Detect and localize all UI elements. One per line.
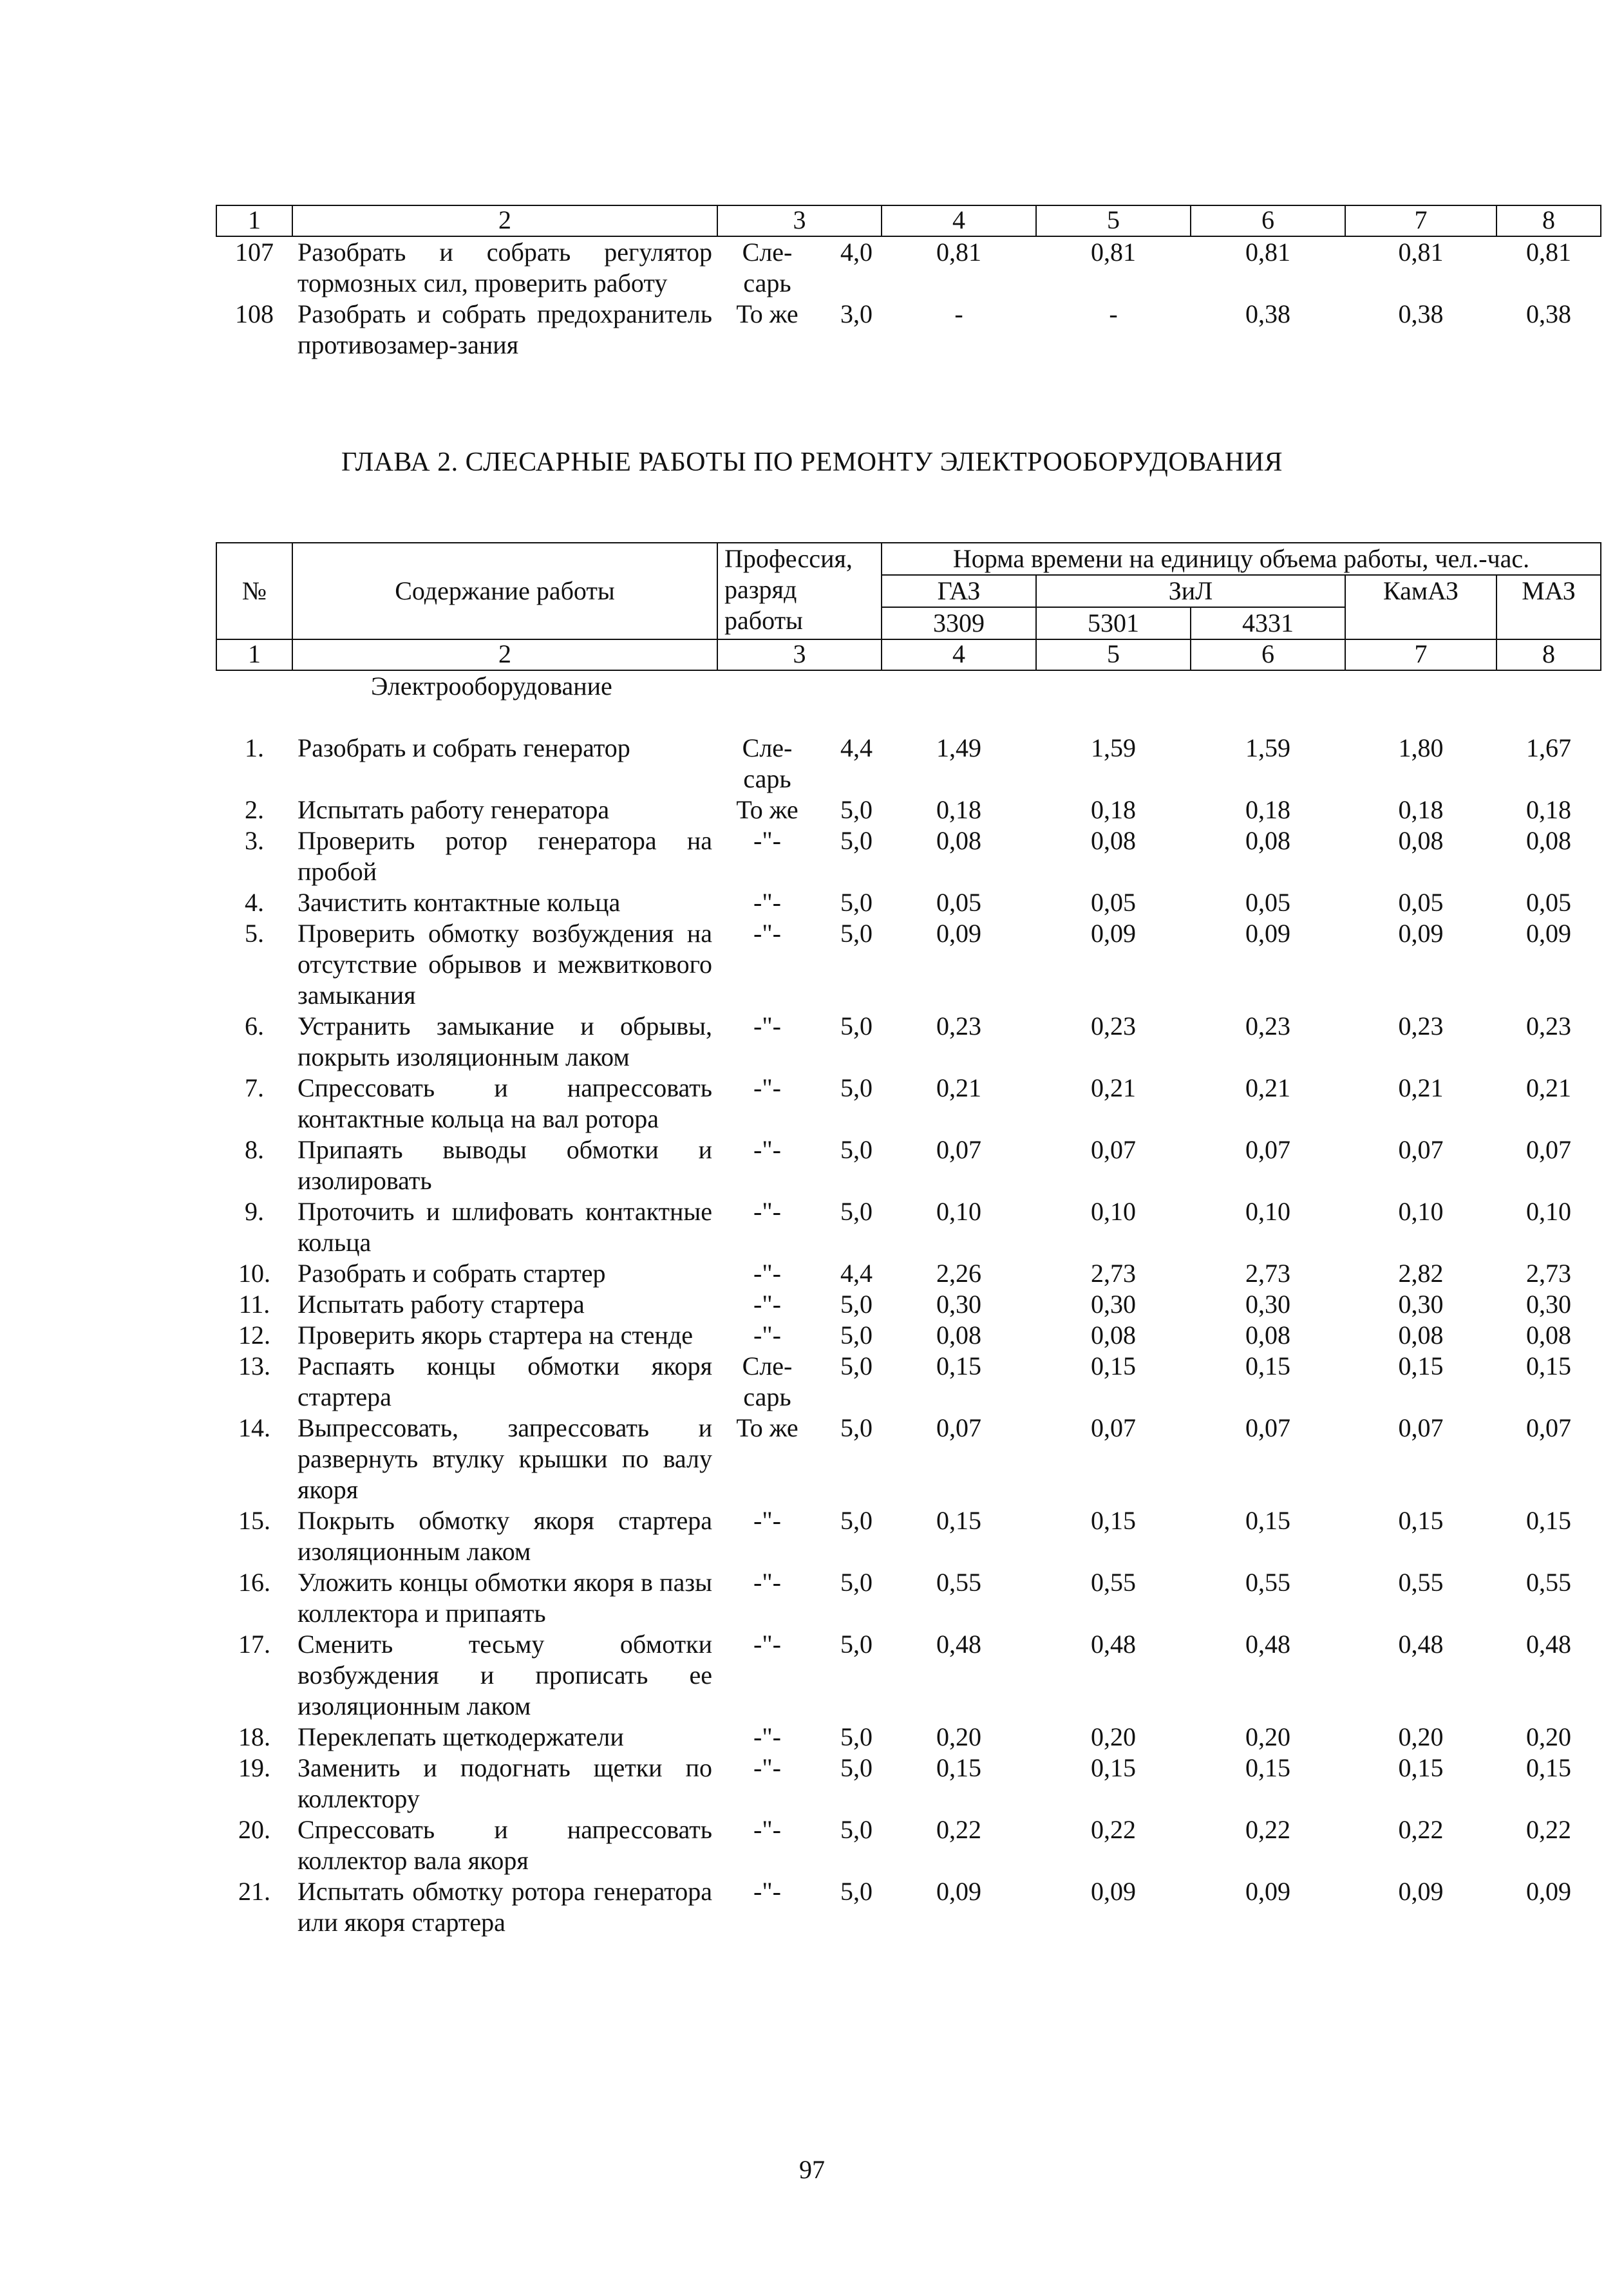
table-row <box>216 1413 1601 1505</box>
row-value-zil-4331: 0,08 <box>1245 826 1291 855</box>
main-col-number-8: 8 <box>1497 639 1601 670</box>
row-number: 108 <box>235 299 274 328</box>
row-value-zil-5301: 0,15 <box>1091 1506 1137 1535</box>
row-number: 7. <box>245 1073 264 1102</box>
table-row <box>216 1629 1601 1722</box>
row-grade: 5,0 <box>840 888 873 917</box>
row-value-gaz: 0,07 <box>936 1413 982 1442</box>
row-number: 11. <box>238 1290 270 1319</box>
col-number-2: 2 <box>292 205 717 236</box>
row-value-zil-5301: 0,18 <box>1091 795 1137 824</box>
row-value-kamaz: 0,81 <box>1398 238 1444 267</box>
row-text: Проверить ротор генератора на пробой <box>297 826 712 886</box>
row-value-maz: 0,08 <box>1526 1321 1572 1350</box>
row-profession: -"- <box>753 1259 781 1288</box>
table-row <box>216 918 1601 1011</box>
row-profession: -"- <box>753 1815 781 1844</box>
row-grade: 5,0 <box>840 1073 873 1102</box>
head-gaz: ГАЗ <box>882 575 1036 607</box>
page-number: 97 <box>799 2155 825 2184</box>
row-value-maz: 0,09 <box>1526 1877 1572 1906</box>
head-maz: МАЗ <box>1497 575 1601 639</box>
row-profession: То же <box>736 299 798 328</box>
row-number: 6. <box>245 1012 264 1040</box>
row-value-kamaz: 1,80 <box>1398 733 1444 762</box>
table-row <box>216 236 1601 299</box>
row-value-zil-5301: 0,48 <box>1091 1630 1137 1659</box>
row-value-maz: 0,07 <box>1526 1135 1572 1164</box>
row-value-zil-5301: 0,07 <box>1091 1135 1137 1164</box>
row-profession: Сле-сарь <box>742 238 793 297</box>
row-profession: То же <box>736 795 798 824</box>
row-value-maz: 0,15 <box>1526 1351 1572 1380</box>
row-value-zil-4331: 0,15 <box>1245 1506 1291 1535</box>
table-row <box>216 1753 1601 1814</box>
row-number: 17. <box>238 1630 270 1659</box>
row-profession: -"- <box>753 1073 781 1102</box>
table-row <box>216 1567 1601 1629</box>
row-value-maz: 0,55 <box>1526 1568 1572 1597</box>
main-table-head-row-1 <box>216 543 1601 575</box>
head-profession: Профессия, разряд работы <box>717 543 882 639</box>
top-table-body <box>216 236 1601 361</box>
row-profession: -"- <box>753 1753 781 1782</box>
row-number: 9. <box>245 1197 264 1226</box>
row-value-zil-5301: 0,30 <box>1091 1290 1137 1319</box>
row-number: 16. <box>238 1568 270 1597</box>
table-row <box>216 1722 1601 1753</box>
col-number-6: 6 <box>1191 205 1345 236</box>
table-row <box>216 795 1601 825</box>
row-value-zil-5301: 0,08 <box>1091 826 1137 855</box>
row-text: Разобрать и собрать регулятор тормозных сил, проверить работу <box>297 238 712 297</box>
row-text: Спрессовать и напрессовать контактные кольца на вал ротора <box>297 1073 712 1133</box>
main-table <box>216 542 1601 1938</box>
row-value-zil-4331: 0,05 <box>1245 888 1291 917</box>
main-table-col-numbers <box>216 639 1601 670</box>
row-value-zil-4331: 0,10 <box>1245 1197 1291 1226</box>
row-grade: 5,0 <box>840 1568 873 1597</box>
row-profession: -"- <box>753 1012 781 1040</box>
row-value-zil-4331: 0,07 <box>1245 1413 1291 1442</box>
row-value-zil-5301: 2,73 <box>1091 1259 1137 1288</box>
row-value-zil-4331: 0,08 <box>1245 1321 1291 1350</box>
main-col-number-5: 5 <box>1036 639 1191 670</box>
row-value-zil-4331: 0,30 <box>1245 1290 1291 1319</box>
row-profession: Сле-сарь <box>742 733 793 793</box>
row-grade: 5,0 <box>840 826 873 855</box>
row-value-gaz: 0,30 <box>936 1290 982 1319</box>
row-value-kamaz: 0,55 <box>1398 1568 1444 1597</box>
row-number: 5. <box>245 919 264 948</box>
row-grade: 5,0 <box>840 795 873 824</box>
row-value-kamaz: 0,10 <box>1398 1197 1444 1226</box>
row-grade: 5,0 <box>840 1351 873 1380</box>
row-value-gaz: 0,15 <box>936 1351 982 1380</box>
row-number: 18. <box>238 1722 270 1751</box>
row-value-zil-5301: 0,09 <box>1091 1877 1137 1906</box>
row-profession: -"- <box>753 1197 781 1226</box>
col-number-7: 7 <box>1345 205 1497 236</box>
table-row <box>216 887 1601 918</box>
col-number-4: 4 <box>882 205 1036 236</box>
row-value-gaz: 2,26 <box>936 1259 982 1288</box>
row-value-zil-5301: 0,15 <box>1091 1753 1137 1782</box>
row-value-kamaz: 0,09 <box>1398 919 1444 948</box>
row-value-maz: 0,21 <box>1526 1073 1572 1102</box>
top-table-header-row <box>216 205 1601 236</box>
row-text: Уложить концы обмотки якоря в пазы коллектора и припаять <box>297 1568 712 1628</box>
row-grade: 5,0 <box>840 919 873 948</box>
table-row <box>216 1814 1601 1876</box>
col-number-5: 5 <box>1036 205 1191 236</box>
row-value-kamaz: 0,15 <box>1398 1506 1444 1535</box>
head-zil-4331: 4331 <box>1191 607 1345 639</box>
row-value-zil-5301: 1,59 <box>1091 733 1137 762</box>
row-text: Заменить и подогнать щетки по коллектору <box>297 1753 712 1813</box>
row-value-maz: 0,81 <box>1526 238 1571 267</box>
row-value-zil-4331: 0,15 <box>1245 1753 1291 1782</box>
row-value-kamaz: 0,30 <box>1398 1290 1444 1319</box>
row-value-gaz: 0,22 <box>936 1815 982 1844</box>
table-row <box>216 733 1601 795</box>
row-value-kamaz: 0,15 <box>1398 1753 1444 1782</box>
row-text: Проверить якорь стартера на стенде <box>297 1321 694 1350</box>
main-col-number-6: 6 <box>1191 639 1345 670</box>
row-number: 21. <box>238 1877 270 1906</box>
row-value-maz: 0,18 <box>1526 795 1572 824</box>
row-profession: -"- <box>753 1630 781 1659</box>
table-row <box>216 1196 1601 1258</box>
row-profession: -"- <box>753 1135 781 1164</box>
row-value-zil-5301: 0,08 <box>1091 1321 1137 1350</box>
row-text: Покрыть обмотку якоря стартера изоляционным лаком <box>297 1506 712 1566</box>
row-value-zil-4331: 0,48 <box>1245 1630 1291 1659</box>
row-value-maz: 0,09 <box>1526 919 1572 948</box>
row-profession: То же <box>736 1413 798 1442</box>
row-number: 107 <box>235 238 274 267</box>
row-number: 4. <box>245 888 264 917</box>
table-row <box>216 1876 1601 1938</box>
row-value-zil-5301: 0,23 <box>1091 1012 1137 1040</box>
row-value-zil-5301: 0,81 <box>1091 238 1136 267</box>
row-text: Разобрать и собрать предохранитель противозамер-зания <box>297 299 712 359</box>
row-value-zil-5301: 0,10 <box>1091 1197 1137 1226</box>
row-grade: 5,0 <box>840 1877 873 1906</box>
table-row <box>216 1073 1601 1134</box>
table-row <box>216 299 1601 361</box>
table-row <box>216 1258 1601 1289</box>
row-value-gaz: 0,55 <box>936 1568 982 1597</box>
row-value-gaz: 0,48 <box>936 1630 982 1659</box>
row-value-gaz: - <box>954 299 963 328</box>
row-value-kamaz: 0,22 <box>1398 1815 1444 1844</box>
chapter-title: ГЛАВА 2. СЛЕСАРНЫЕ РАБОТЫ ПО РЕМОНТУ ЭЛЕКТРООБОРУДОВАНИЯ <box>341 447 1283 477</box>
row-number: 1. <box>245 733 264 762</box>
row-value-kamaz: 0,38 <box>1398 299 1444 328</box>
row-value-kamaz: 0,23 <box>1398 1012 1444 1040</box>
row-value-zil-5301: 0,22 <box>1091 1815 1137 1844</box>
main-col-number-2: 2 <box>292 639 717 670</box>
row-grade: 5,0 <box>840 1290 873 1319</box>
row-value-zil-5301: 0,09 <box>1091 919 1137 948</box>
row-value-kamaz: 0,08 <box>1398 1321 1444 1350</box>
row-value-maz: 0,15 <box>1526 1753 1572 1782</box>
row-value-zil-5301: 0,55 <box>1091 1568 1137 1597</box>
row-profession: -"- <box>753 1321 781 1350</box>
row-value-gaz: 0,08 <box>936 1321 982 1350</box>
col-number-1: 1 <box>216 205 292 236</box>
row-profession: -"- <box>753 1568 781 1597</box>
row-value-zil-4331: 2,73 <box>1245 1259 1291 1288</box>
row-value-maz: 0,22 <box>1526 1815 1572 1844</box>
row-value-gaz: 0,15 <box>936 1506 982 1535</box>
row-value-kamaz: 0,48 <box>1398 1630 1444 1659</box>
row-value-gaz: 0,08 <box>936 826 982 855</box>
row-profession: -"- <box>753 1506 781 1535</box>
row-value-kamaz: 0,05 <box>1398 888 1444 917</box>
row-value-gaz: 0,09 <box>936 1877 982 1906</box>
row-value-zil-4331: 0,15 <box>1245 1351 1291 1380</box>
row-value-maz: 0,38 <box>1526 299 1571 328</box>
row-value-gaz: 0,20 <box>936 1722 982 1751</box>
row-grade: 5,0 <box>840 1197 873 1226</box>
row-value-kamaz: 0,09 <box>1398 1877 1444 1906</box>
row-grade: 5,0 <box>840 1413 873 1442</box>
row-text: Разобрать и собрать генератор <box>297 733 630 762</box>
row-value-kamaz: 0,08 <box>1398 826 1444 855</box>
row-value-zil-5301: 0,21 <box>1091 1073 1137 1102</box>
row-value-zil-5301: 0,15 <box>1091 1351 1137 1380</box>
row-value-maz: 0,10 <box>1526 1197 1572 1226</box>
table-row <box>216 825 1601 887</box>
row-grade: 5,0 <box>840 1506 873 1535</box>
row-value-gaz: 0,07 <box>936 1135 982 1164</box>
row-grade: 5,0 <box>840 1321 873 1350</box>
row-value-maz: 0,05 <box>1526 888 1572 917</box>
row-grade: 5,0 <box>840 1630 873 1659</box>
head-kamaz: КамАЗ <box>1345 575 1497 639</box>
table-row <box>216 1351 1601 1413</box>
main-col-number-4: 4 <box>882 639 1036 670</box>
top-table <box>216 205 1601 361</box>
table-row <box>216 1320 1601 1351</box>
row-grade: 4,4 <box>840 1259 873 1288</box>
row-value-gaz: 0,21 <box>936 1073 982 1102</box>
row-number: 12. <box>238 1321 270 1350</box>
row-value-kamaz: 0,07 <box>1398 1135 1444 1164</box>
row-grade: 5,0 <box>840 1722 873 1751</box>
row-value-maz: 0,30 <box>1526 1290 1572 1319</box>
row-value-maz: 0,23 <box>1526 1012 1572 1040</box>
row-value-maz: 2,73 <box>1526 1259 1572 1288</box>
row-profession: -"- <box>753 919 781 948</box>
row-grade: 3,0 <box>840 299 873 328</box>
row-value-zil-4331: 1,59 <box>1245 733 1291 762</box>
head-norm: Норма времени на единицу объема работы, чел.-час. <box>882 543 1601 575</box>
row-value-kamaz: 0,18 <box>1398 795 1444 824</box>
row-value-kamaz: 0,07 <box>1398 1413 1444 1442</box>
section-row <box>216 670 1601 733</box>
row-text: Проточить и шлифовать контактные кольца <box>297 1197 712 1257</box>
head-no: № <box>216 543 292 639</box>
row-text: Выпрессовать, запрессовать и развернуть втулку крышки по валу якоря <box>297 1413 712 1504</box>
row-number: 10. <box>238 1259 270 1288</box>
row-value-kamaz: 0,15 <box>1398 1351 1444 1380</box>
row-value-maz: 0,48 <box>1526 1630 1572 1659</box>
main-col-number-7: 7 <box>1345 639 1497 670</box>
head-zil-5301: 5301 <box>1036 607 1191 639</box>
row-text: Испытать работу стартера <box>297 1290 585 1319</box>
row-value-zil-4331: 0,21 <box>1245 1073 1291 1102</box>
row-grade: 5,0 <box>840 1012 873 1040</box>
row-value-zil-4331: 0,07 <box>1245 1135 1291 1164</box>
row-number: 19. <box>238 1753 270 1782</box>
row-value-maz: 0,08 <box>1526 826 1572 855</box>
row-value-gaz: 0,81 <box>936 238 981 267</box>
row-value-zil-4331: 0,20 <box>1245 1722 1291 1751</box>
row-text: Устранить замыкание и обрывы, покрыть изоляционным лаком <box>297 1012 712 1071</box>
row-text: Переклепать щеткодержатели <box>297 1722 624 1751</box>
row-text: Сменить тесьму обмотки возбуждения и прописать ее изоляционным лаком <box>297 1630 712 1720</box>
head-zil: ЗиЛ <box>1036 575 1345 607</box>
head-content: Содержание работы <box>292 543 717 639</box>
row-profession: Сле-сарь <box>742 1351 793 1411</box>
row-value-zil-4331: 0,09 <box>1245 1877 1291 1906</box>
row-profession: -"- <box>753 888 781 917</box>
row-grade: 4,4 <box>840 733 873 762</box>
row-profession: -"- <box>753 1722 781 1751</box>
row-value-kamaz: 0,20 <box>1398 1722 1444 1751</box>
table-row <box>216 1011 1601 1073</box>
row-grade: 5,0 <box>840 1135 873 1164</box>
row-value-zil-4331: 0,81 <box>1245 238 1290 267</box>
row-profession: -"- <box>753 1290 781 1319</box>
table-row <box>216 1505 1601 1567</box>
row-value-kamaz: 0,21 <box>1398 1073 1444 1102</box>
row-number: 14. <box>238 1413 270 1442</box>
row-grade: 4,0 <box>840 238 873 267</box>
row-text: Проверить обмотку возбуждения на отсутствие обрывов и межвиткового замыкания <box>297 919 712 1010</box>
row-value-maz: 0,07 <box>1526 1413 1572 1442</box>
row-number: 20. <box>238 1815 270 1844</box>
row-text: Зачистить контактные кольца <box>297 888 621 917</box>
main-col-number-1: 1 <box>216 639 292 670</box>
row-value-gaz: 0,05 <box>936 888 982 917</box>
row-value-zil-4331: 0,38 <box>1245 299 1290 328</box>
row-text: Испытать работу генератора <box>297 795 610 824</box>
row-value-gaz: 0,23 <box>936 1012 982 1040</box>
row-value-zil-5301: 0,07 <box>1091 1413 1137 1442</box>
head-gaz-model: 3309 <box>882 607 1036 639</box>
main-col-number-3: 3 <box>717 639 882 670</box>
row-grade: 5,0 <box>840 1753 873 1782</box>
row-value-zil-4331: 0,09 <box>1245 919 1291 948</box>
col-number-3: 3 <box>717 205 882 236</box>
row-number: 15. <box>238 1506 270 1535</box>
row-value-gaz: 0,10 <box>936 1197 982 1226</box>
row-value-gaz: 0,18 <box>936 795 982 824</box>
row-value-zil-5301: 0,05 <box>1091 888 1137 917</box>
row-value-gaz: 0,09 <box>936 919 982 948</box>
row-grade: 5,0 <box>840 1815 873 1844</box>
row-text: Распаять концы обмотки якоря стартера <box>297 1351 712 1411</box>
row-value-maz: 0,15 <box>1526 1506 1572 1535</box>
row-value-zil-4331: 0,55 <box>1245 1568 1291 1597</box>
row-value-zil-4331: 0,22 <box>1245 1815 1291 1844</box>
col-number-8: 8 <box>1497 205 1601 236</box>
row-text: Припаять выводы обмотки и изолировать <box>297 1135 712 1195</box>
row-value-zil-5301: - <box>1109 299 1118 328</box>
section-title: Электрооборудование <box>371 672 612 701</box>
row-text: Разобрать и собрать стартер <box>297 1259 606 1288</box>
row-value-zil-4331: 0,23 <box>1245 1012 1291 1040</box>
row-value-maz: 0,20 <box>1526 1722 1572 1751</box>
table-row <box>216 1134 1601 1196</box>
row-value-maz: 1,67 <box>1526 733 1572 762</box>
row-text: Спрессовать и напрессовать коллектор вала якоря <box>297 1815 712 1875</box>
row-number: 8. <box>245 1135 264 1164</box>
row-value-gaz: 1,49 <box>936 733 982 762</box>
row-text: Испытать обмотку ротора генератора или якоря стартера <box>297 1877 712 1937</box>
row-profession: -"- <box>753 826 781 855</box>
row-value-gaz: 0,15 <box>936 1753 982 1782</box>
row-value-zil-5301: 0,20 <box>1091 1722 1137 1751</box>
row-number: 13. <box>238 1351 270 1380</box>
main-table-body <box>216 733 1601 1938</box>
row-number: 3. <box>245 826 264 855</box>
table-row <box>216 1289 1601 1320</box>
row-number: 2. <box>245 795 264 824</box>
row-value-zil-4331: 0,18 <box>1245 795 1291 824</box>
row-value-kamaz: 2,82 <box>1398 1259 1444 1288</box>
row-profession: -"- <box>753 1877 781 1906</box>
